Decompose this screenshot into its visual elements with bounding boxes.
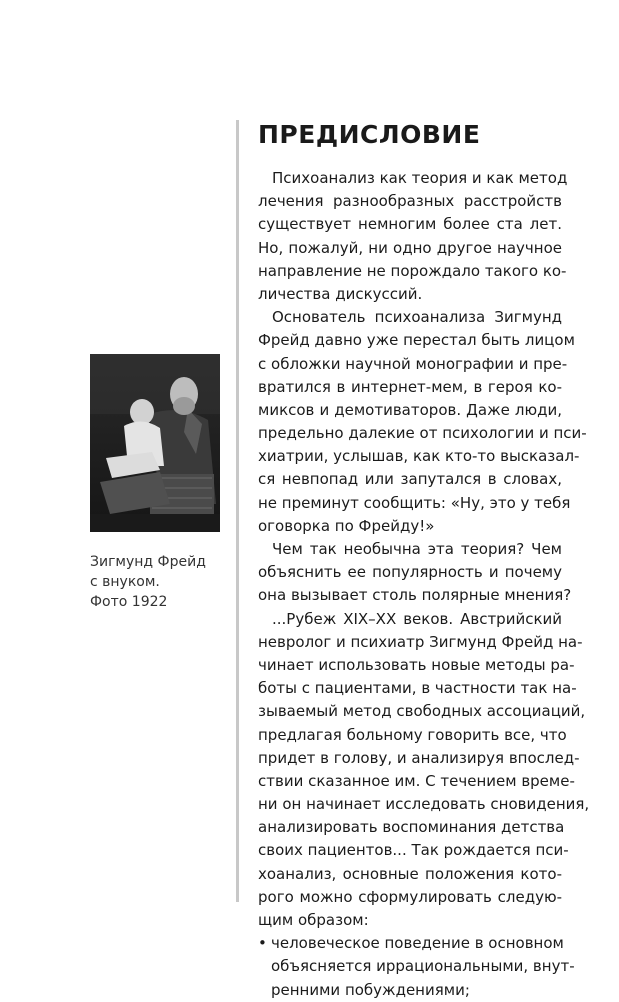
text-line: ствии сказанное им. С течением време- <box>258 771 575 790</box>
bullet-text: человеческое поведение в основном <box>271 934 564 953</box>
text-line: ся невпопад или запутался в словах, <box>258 470 562 489</box>
freud-with-grandson-photo <box>90 354 220 532</box>
text-line: хоанализ, основные положения кото- <box>258 864 562 883</box>
text-line: Основатель психоанализа Зигмунд <box>272 308 562 327</box>
text-line: зываемый метод свободных ассоциаций, <box>258 702 586 721</box>
caption-line: с внуком. <box>90 574 160 590</box>
text-line: своих пациентов... Так рождается пси- <box>258 841 569 860</box>
text-line: невролог и психиатр Зигмунд Фрейд на- <box>258 632 583 651</box>
text-line: она вызывает столь полярные мнения? <box>258 586 572 605</box>
text-line: оговорка по Фрейду!» <box>258 516 435 535</box>
vertical-divider <box>236 120 239 902</box>
text-line: с обложки научной монографии и пре- <box>258 354 568 373</box>
text-line: чинает использовать новые методы ра- <box>258 655 575 674</box>
text-line: направление не порождало такого ко- <box>258 261 567 280</box>
text-line: ни он начинает исследовать сновидения, <box>258 795 590 814</box>
text-line: ...Рубеж XIX–XX веков. Австрийский <box>272 609 562 628</box>
text-line: предлагая больному говорить все, что <box>258 725 567 744</box>
photo-caption <box>90 552 225 612</box>
caption-line: Зигмунд Фрейд <box>90 554 206 570</box>
text-line: объяснить ее популярность и почему <box>258 563 562 582</box>
text-line: хиатрии, услышав, как кто-то высказал- <box>258 447 580 466</box>
preface-text <box>258 167 590 1002</box>
caption-line: Фото 1922 <box>90 594 168 610</box>
text-line: анализировать воспоминания детства <box>258 818 565 837</box>
text-line: лечения разнообразных расстройств <box>258 192 562 211</box>
text-line: Но, пожалуй, ни одно другое научное <box>258 238 562 257</box>
text-line: миксов и демотиваторов. Даже люди, <box>258 400 562 419</box>
bullet-item <box>258 932 562 955</box>
text-line: не преминут сообщить: «Ну, это у тебя <box>258 493 571 512</box>
text-line: личества дискуссий. <box>258 284 423 303</box>
text-line: Психоанализ как теория и как метод <box>272 169 568 187</box>
text-line: рого можно сформулировать следую- <box>258 887 562 906</box>
text-line: боты с пациентами, в частности так на- <box>258 679 577 698</box>
text-line: придет в голову, и анализируя впослед- <box>258 748 580 767</box>
text-line: щим образом: <box>258 911 369 929</box>
text-line: Чем так необычна эта теория? Чем <box>272 540 562 558</box>
text-line: объясняется иррациональными, внут- <box>271 957 575 976</box>
section-heading: ПРЕДИСЛОВИЕ <box>258 120 481 149</box>
text-line: вратился в интернет-мем, в героя ко- <box>258 377 562 396</box>
text-line: Фрейд давно уже перестал быть лицом <box>258 331 575 350</box>
text-line: предельно далекие от психологии и пси- <box>258 424 587 443</box>
text-line: ренними побуждениями; <box>271 980 470 999</box>
bullet-mark: • <box>258 934 267 953</box>
text-line: существует немногим более ста лет. <box>258 215 562 234</box>
